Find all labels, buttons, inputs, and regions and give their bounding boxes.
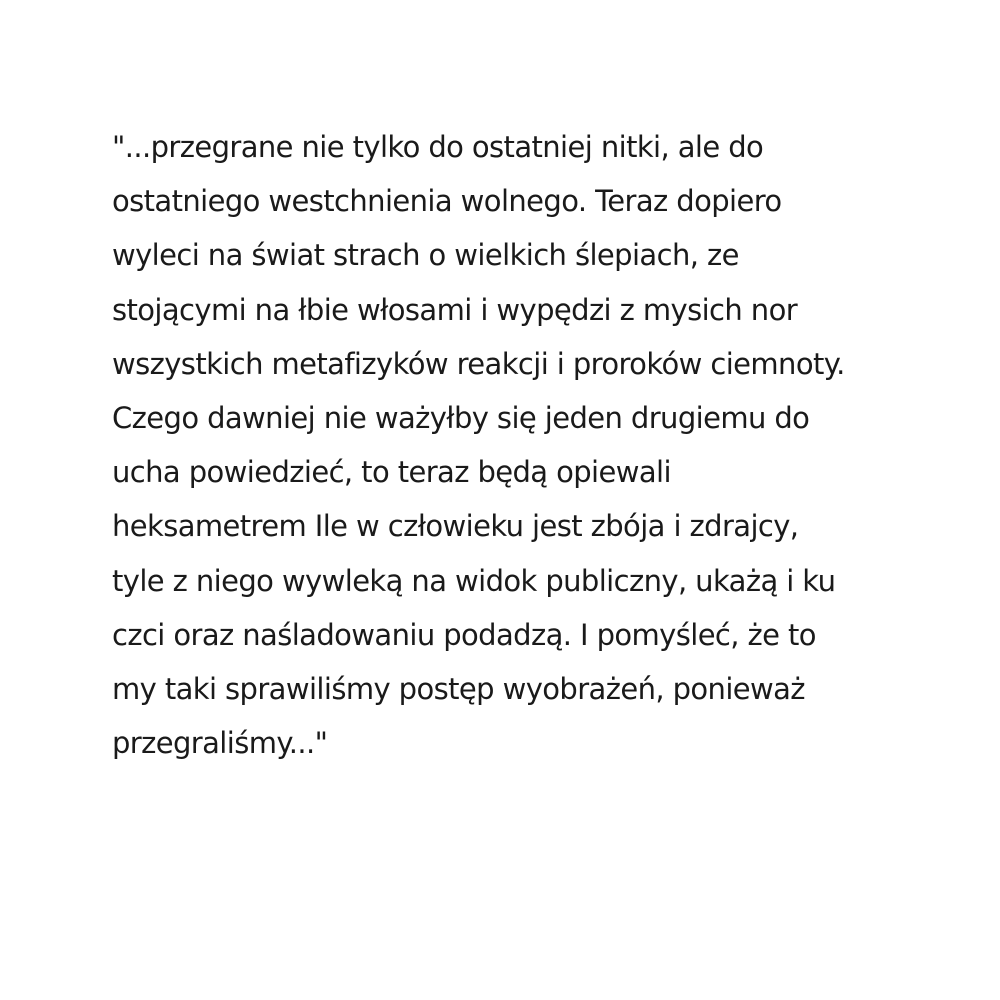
quote-line: tyle z niego wywleką na widok publiczny, ukażą i ku (112, 563, 836, 598)
quote-line: ostatniego westchnienia wolnego. Teraz dopiero (112, 184, 782, 219)
quote-line: "...przegrane nie tylko do ostatniej nitki, ale do (112, 130, 764, 164)
quote-line: przegraliśmy..." (112, 726, 328, 761)
quote-line: czci oraz naśladowaniu podadzą. I pomyśleć, że to (112, 617, 816, 652)
quote-line: ucha powiedzieć, to teraz będą opiewali (112, 455, 671, 490)
quote-line: my taki sprawiliśmy postęp wyobrażeń, ponieważ (112, 672, 805, 707)
quote-line: wszystkich metafizyków reakcji i proroków ciemnoty. (112, 346, 845, 381)
quote-line: Czego dawniej nie ważyłby się jeden drugiemu do (112, 401, 810, 436)
quote-line: stojącymi na łbie włosami i wypędzi z mysich nor (112, 292, 798, 327)
quote-line: heksametrem Ile w człowieku jest zbója i zdrajcy, (112, 509, 799, 544)
quote-text-block (112, 120, 972, 770)
quote-line: wyleci na świat strach o wielkich ślepiach, ze (112, 238, 739, 273)
